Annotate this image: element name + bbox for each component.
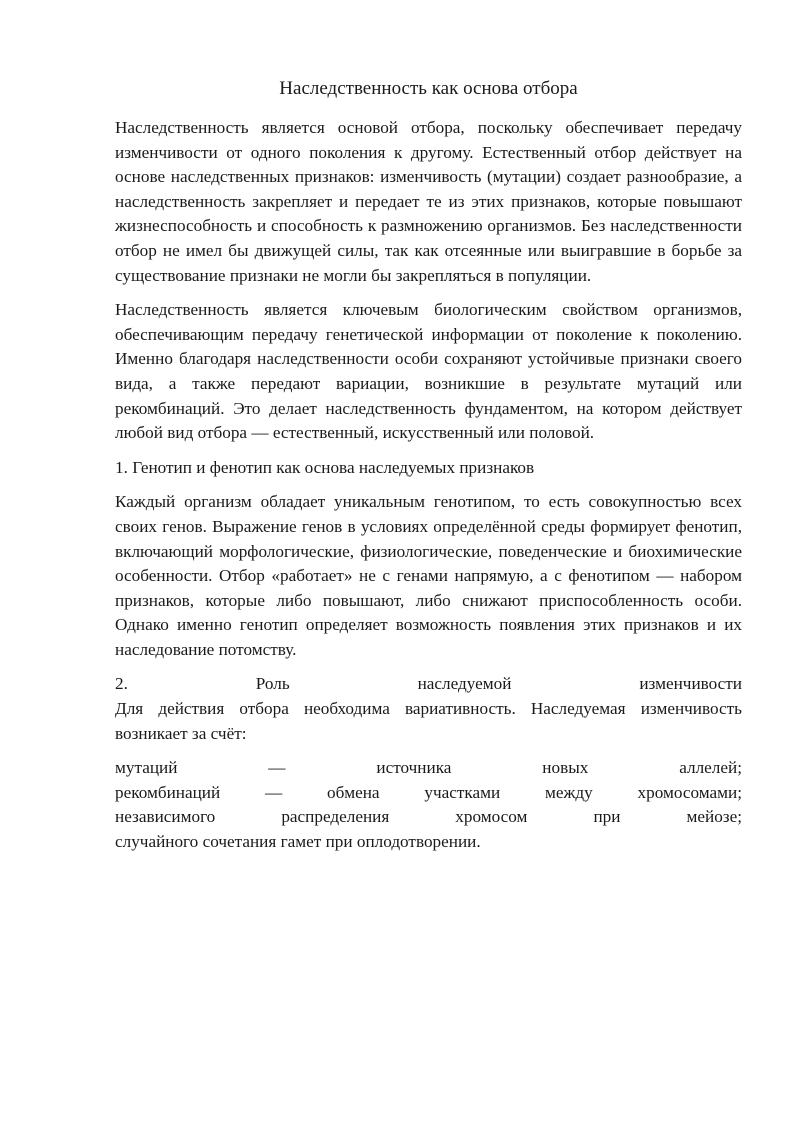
section-1-heading: 1. Генотип и фенотип как основа наследуемых признаков (115, 457, 535, 477)
list-item: мутаций — источника новых аллелей; (115, 758, 742, 778)
paragraph-2: Наследственность является ключевым биологическим свойством организмов, обеспечивающим передачу генетической информации от поколение к поколению. Именно благодаря наследственности особи сохраняют устойчивые признаки своего вида, а также передают вариации, возникшие в результате мутаций или рекомбинаций. Это делает наследственность фундаментом, на котором действует любой вид отбора — естественный, искусственный или половой. (115, 300, 742, 443)
paragraph-1: Наследственность является основой отбора, поскольку обеспечивает передачу изменчивости от одного поколения к другому. Естественный отбор действует на основе наследственных признаков: изменчивость (мутации) создает разнообразие, а наследственность закрепляет и передает те из этих признаков, которые повышают жизнеспособность и способность к размножению организмов. Без наследственности отбор не имел бы движущей силы, так как отсеянные или выигравшие в борьбе за существование признаки не могли бы закрепляться в популяции. (115, 118, 742, 285)
list-item: независимого распределения хромосом при мейозе; (115, 807, 742, 827)
section-2-heading: 2. Роль наследуемой изменчивости (115, 674, 742, 694)
variation-sources-list (115, 756, 742, 854)
section-2-block (115, 672, 742, 746)
section-1-text: Каждый организм обладает уникальным генотипом, то есть совокупностью всех своих генов. Выражение генов в условиях определённой среды формирует фенотип, включающий морфологические, физиологические, поведенческие и биохимические особенности. Отбор «работает» не с генами напрямую, а с фенотипом — набором признаков, которые либо повышают, либо снижают приспособленность особи. Однако именно генотип определяет возможность появления этих признаков и их наследование потомству. (115, 492, 742, 659)
list-item: рекомбинаций — обмена участками между хромосомами; (115, 782, 742, 802)
document-page (115, 76, 742, 865)
section-2-text: Для действия отбора необходима вариативность. Наследуемая изменчивость возникает за счёт: (115, 699, 742, 743)
list-item: случайного сочетания гамет при оплодотворении. (115, 832, 481, 852)
document-title: Наследственность как основа отбора (279, 78, 578, 99)
